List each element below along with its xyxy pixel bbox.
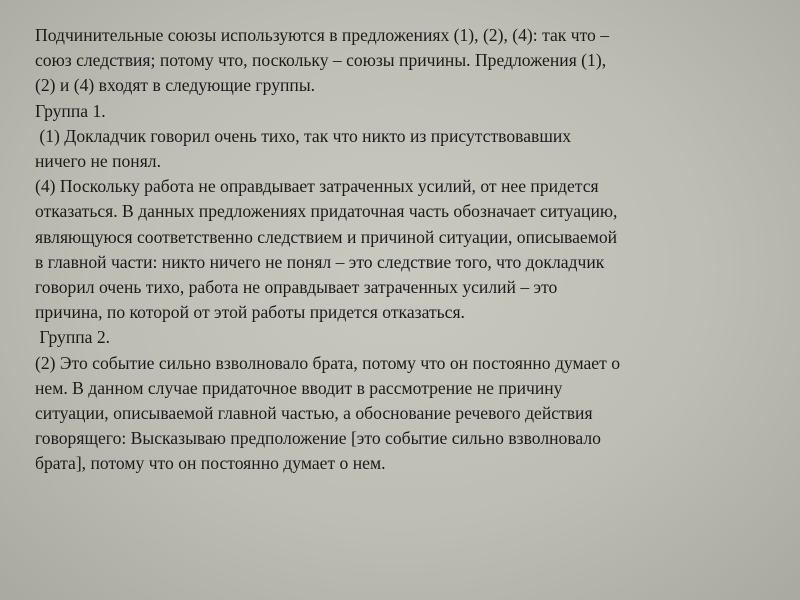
text-line: Подчинительные союзы используются в предложениях (1), (2), (4): так что –	[35, 25, 610, 45]
text-line: брата], потому что он постоянно думает о нем.	[35, 453, 386, 474]
text-line: (2) и (4) входят в следующие группы.	[35, 75, 316, 96]
text-line: (2) Это событие сильно взволновало брата, потому что он постоянно думает о	[35, 352, 620, 373]
text-line: ситуации, описываемой главной частью, а обоснование речевого действия	[35, 403, 593, 424]
slide-text	[35, 23, 775, 477]
text-line: являющуюся соответственно следствием и причиной ситуации, описываемой	[35, 226, 618, 247]
group-1-heading: Группа 1.	[35, 100, 106, 121]
text-line: союз следствия; потому что, поскольку – союзы причины. Предложения (1),	[35, 50, 607, 71]
text-line: в главной части: никто ничего не понял – это следствие того, что докладчик	[35, 251, 605, 272]
text-line: отказаться. В данных предложениях придаточная часть обозначает ситуацию,	[35, 201, 618, 222]
text-line: причина, по которой от этой работы придется отказаться.	[35, 302, 465, 323]
text-line: говорил очень тихо, работа не оправдывает затраченных усилий – это	[35, 277, 558, 298]
text-line: (1) Докладчик говорил очень тихо, так что никто из присутствовавших	[35, 125, 572, 146]
group-2-heading: Группа 2.	[35, 327, 111, 348]
text-line: говорящего: Высказываю предположение [это событие сильно взволновало	[35, 428, 601, 449]
text-line: нем. В данном случае придаточное вводит в рассмотрение не причину	[35, 377, 563, 398]
text-line: (4) Поскольку работа не оправдывает затраченных усилий, от нее придется	[35, 176, 599, 197]
text-line: ничего не понял.	[35, 151, 161, 172]
